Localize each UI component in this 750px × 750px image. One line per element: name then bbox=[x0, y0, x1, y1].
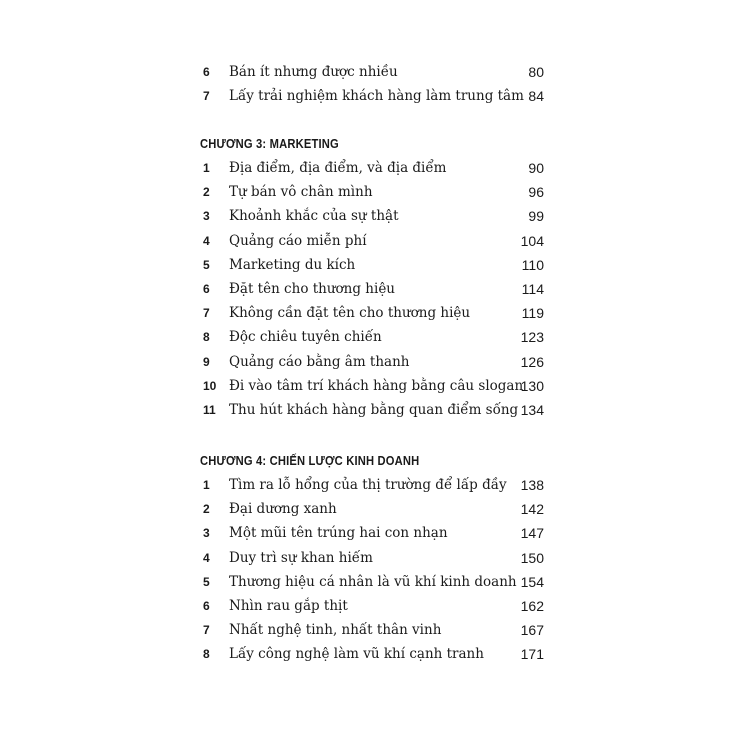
toc-entry-title: Duy trì sự khan hiếm bbox=[229, 549, 373, 566]
toc-entry-title: Đi vào tâm trí khách hàng bằng câu slogan bbox=[229, 377, 524, 394]
toc-entry bbox=[200, 60, 546, 84]
toc-entry-title: Không cần đặt tên cho thương hiệu bbox=[229, 305, 471, 322]
toc-entry-number: 6 bbox=[203, 281, 210, 296]
toc-entry-number: 10 bbox=[203, 378, 217, 393]
toc-entry-number: 3 bbox=[203, 209, 210, 224]
toc-entry-title: Marketing du kích bbox=[229, 256, 356, 273]
toc-entry-title: Nhất nghệ tinh, nhất thân vinh bbox=[229, 622, 442, 639]
toc-entry-title: Bán ít nhưng được nhiều bbox=[229, 64, 398, 80]
toc-entry bbox=[200, 84, 546, 108]
chapter-3-section bbox=[200, 132, 546, 422]
toc-entry bbox=[200, 398, 546, 422]
toc-entry-page: 167 bbox=[520, 622, 544, 639]
toc-entry-title: Một mũi tên trúng hai con nhạn bbox=[229, 525, 448, 542]
toc-entry-page: 90 bbox=[528, 160, 544, 176]
toc-entry bbox=[200, 570, 546, 594]
toc-entry-page: 80 bbox=[528, 64, 544, 80]
toc-entry bbox=[200, 229, 546, 253]
toc-entry-title: Đặt tên cho thương hiệu bbox=[229, 280, 396, 297]
toc-entry bbox=[200, 473, 546, 497]
chapter-4-heading: CHƯƠNG 4: CHIẾN LƯỢC KINH DOANH bbox=[200, 453, 420, 468]
toc-entry-title: Quảng cáo miễn phí bbox=[229, 232, 367, 249]
toc-entry bbox=[200, 594, 546, 618]
toc-entry-page: 134 bbox=[520, 401, 544, 418]
toc-entry-page: 104 bbox=[520, 232, 544, 249]
toc-entry bbox=[200, 350, 546, 374]
toc-entry bbox=[200, 180, 546, 204]
toc-entry bbox=[200, 325, 546, 349]
toc-entry-page: 114 bbox=[521, 280, 544, 297]
toc-entry-number: 8 bbox=[203, 647, 210, 662]
toc-entry bbox=[200, 497, 546, 521]
toc-entry-number: 11 bbox=[203, 402, 216, 417]
chapter-3-heading: CHƯƠNG 3: MARKETING bbox=[200, 136, 339, 151]
toc-entry-page: 99 bbox=[528, 208, 544, 225]
toc-entry-number: 3 bbox=[203, 526, 210, 541]
toc-entry-number: 1 bbox=[203, 161, 210, 175]
toc-entry-number: 9 bbox=[203, 354, 210, 369]
toc-entry-page: 84 bbox=[528, 88, 544, 105]
toc-entry-title: Khoảnh khắc của sự thật bbox=[229, 208, 399, 225]
toc-entry bbox=[200, 301, 546, 325]
toc-entry-number: 4 bbox=[203, 550, 210, 565]
toc-entry-page: 138 bbox=[520, 477, 544, 493]
toc-entry-number: 5 bbox=[203, 574, 210, 589]
toc-entry-title: Độc chiêu tuyên chiến bbox=[229, 329, 382, 346]
toc-entry-page: 123 bbox=[520, 329, 544, 346]
toc-entry-number: 5 bbox=[203, 257, 210, 272]
toc-entry-title: Quảng cáo bằng âm thanh bbox=[229, 353, 410, 370]
toc-entry-number: 7 bbox=[203, 306, 210, 321]
toc-entry-page: 96 bbox=[528, 184, 544, 201]
chapter-4-section bbox=[200, 449, 546, 667]
toc-entry-title: Đại dương xanh bbox=[229, 501, 337, 518]
toc-entry-number: 6 bbox=[203, 598, 210, 613]
toc-entry-number: 7 bbox=[203, 623, 210, 638]
toc-entry-number: 4 bbox=[203, 233, 210, 248]
toc-entry bbox=[200, 521, 546, 545]
toc-entry-page: 130 bbox=[520, 377, 544, 394]
toc-entry-title: Thu hút khách hàng bằng quan điểm sống bbox=[229, 401, 519, 418]
toc-entry-title: Nhìn rau gắp thịt bbox=[229, 597, 348, 614]
toc-entry-page: 142 bbox=[520, 501, 544, 518]
toc-continued-section bbox=[200, 60, 546, 108]
toc-entry bbox=[200, 546, 546, 570]
toc-entry bbox=[200, 156, 546, 180]
toc-entry bbox=[200, 642, 546, 666]
toc-entry-number: 8 bbox=[203, 330, 210, 345]
toc-entry-page: 126 bbox=[520, 353, 544, 370]
toc-entry-title: Tự bán vô chân mình bbox=[229, 184, 373, 201]
toc-entry-number: 7 bbox=[203, 89, 210, 104]
toc-entry-page: 162 bbox=[520, 597, 544, 614]
toc-entry-number: 2 bbox=[203, 185, 210, 200]
toc-entry-page: 171 bbox=[520, 646, 544, 663]
toc-entry-page: 150 bbox=[520, 549, 544, 566]
toc-entry bbox=[200, 277, 546, 301]
toc-entry bbox=[200, 204, 546, 228]
toc-entry bbox=[200, 618, 546, 642]
toc-entry-title: Địa điểm, địa điểm, và địa điểm bbox=[229, 160, 447, 176]
toc-entry-page: 110 bbox=[521, 256, 544, 273]
toc-entry-number: 6 bbox=[203, 65, 210, 79]
toc-entry-page: 147 bbox=[520, 525, 544, 542]
toc-entry bbox=[200, 374, 546, 398]
toc-entry-title: Lấy công nghệ làm vũ khí cạnh tranh bbox=[229, 646, 484, 663]
toc-entry-page: 119 bbox=[521, 305, 544, 322]
toc-entry-page: 154 bbox=[520, 573, 544, 590]
toc-entry-number: 1 bbox=[203, 478, 210, 492]
toc-entry-number: 2 bbox=[203, 502, 210, 517]
toc-entry-title: Tìm ra lỗ hổng của thị trường để lấp đầy bbox=[229, 477, 507, 493]
toc-entry bbox=[200, 253, 546, 277]
toc-entry-title: Thương hiệu cá nhân là vũ khí kinh doanh bbox=[229, 573, 517, 590]
toc-entry-title: Lấy trải nghiệm khách hàng làm trung tâm bbox=[229, 88, 524, 105]
